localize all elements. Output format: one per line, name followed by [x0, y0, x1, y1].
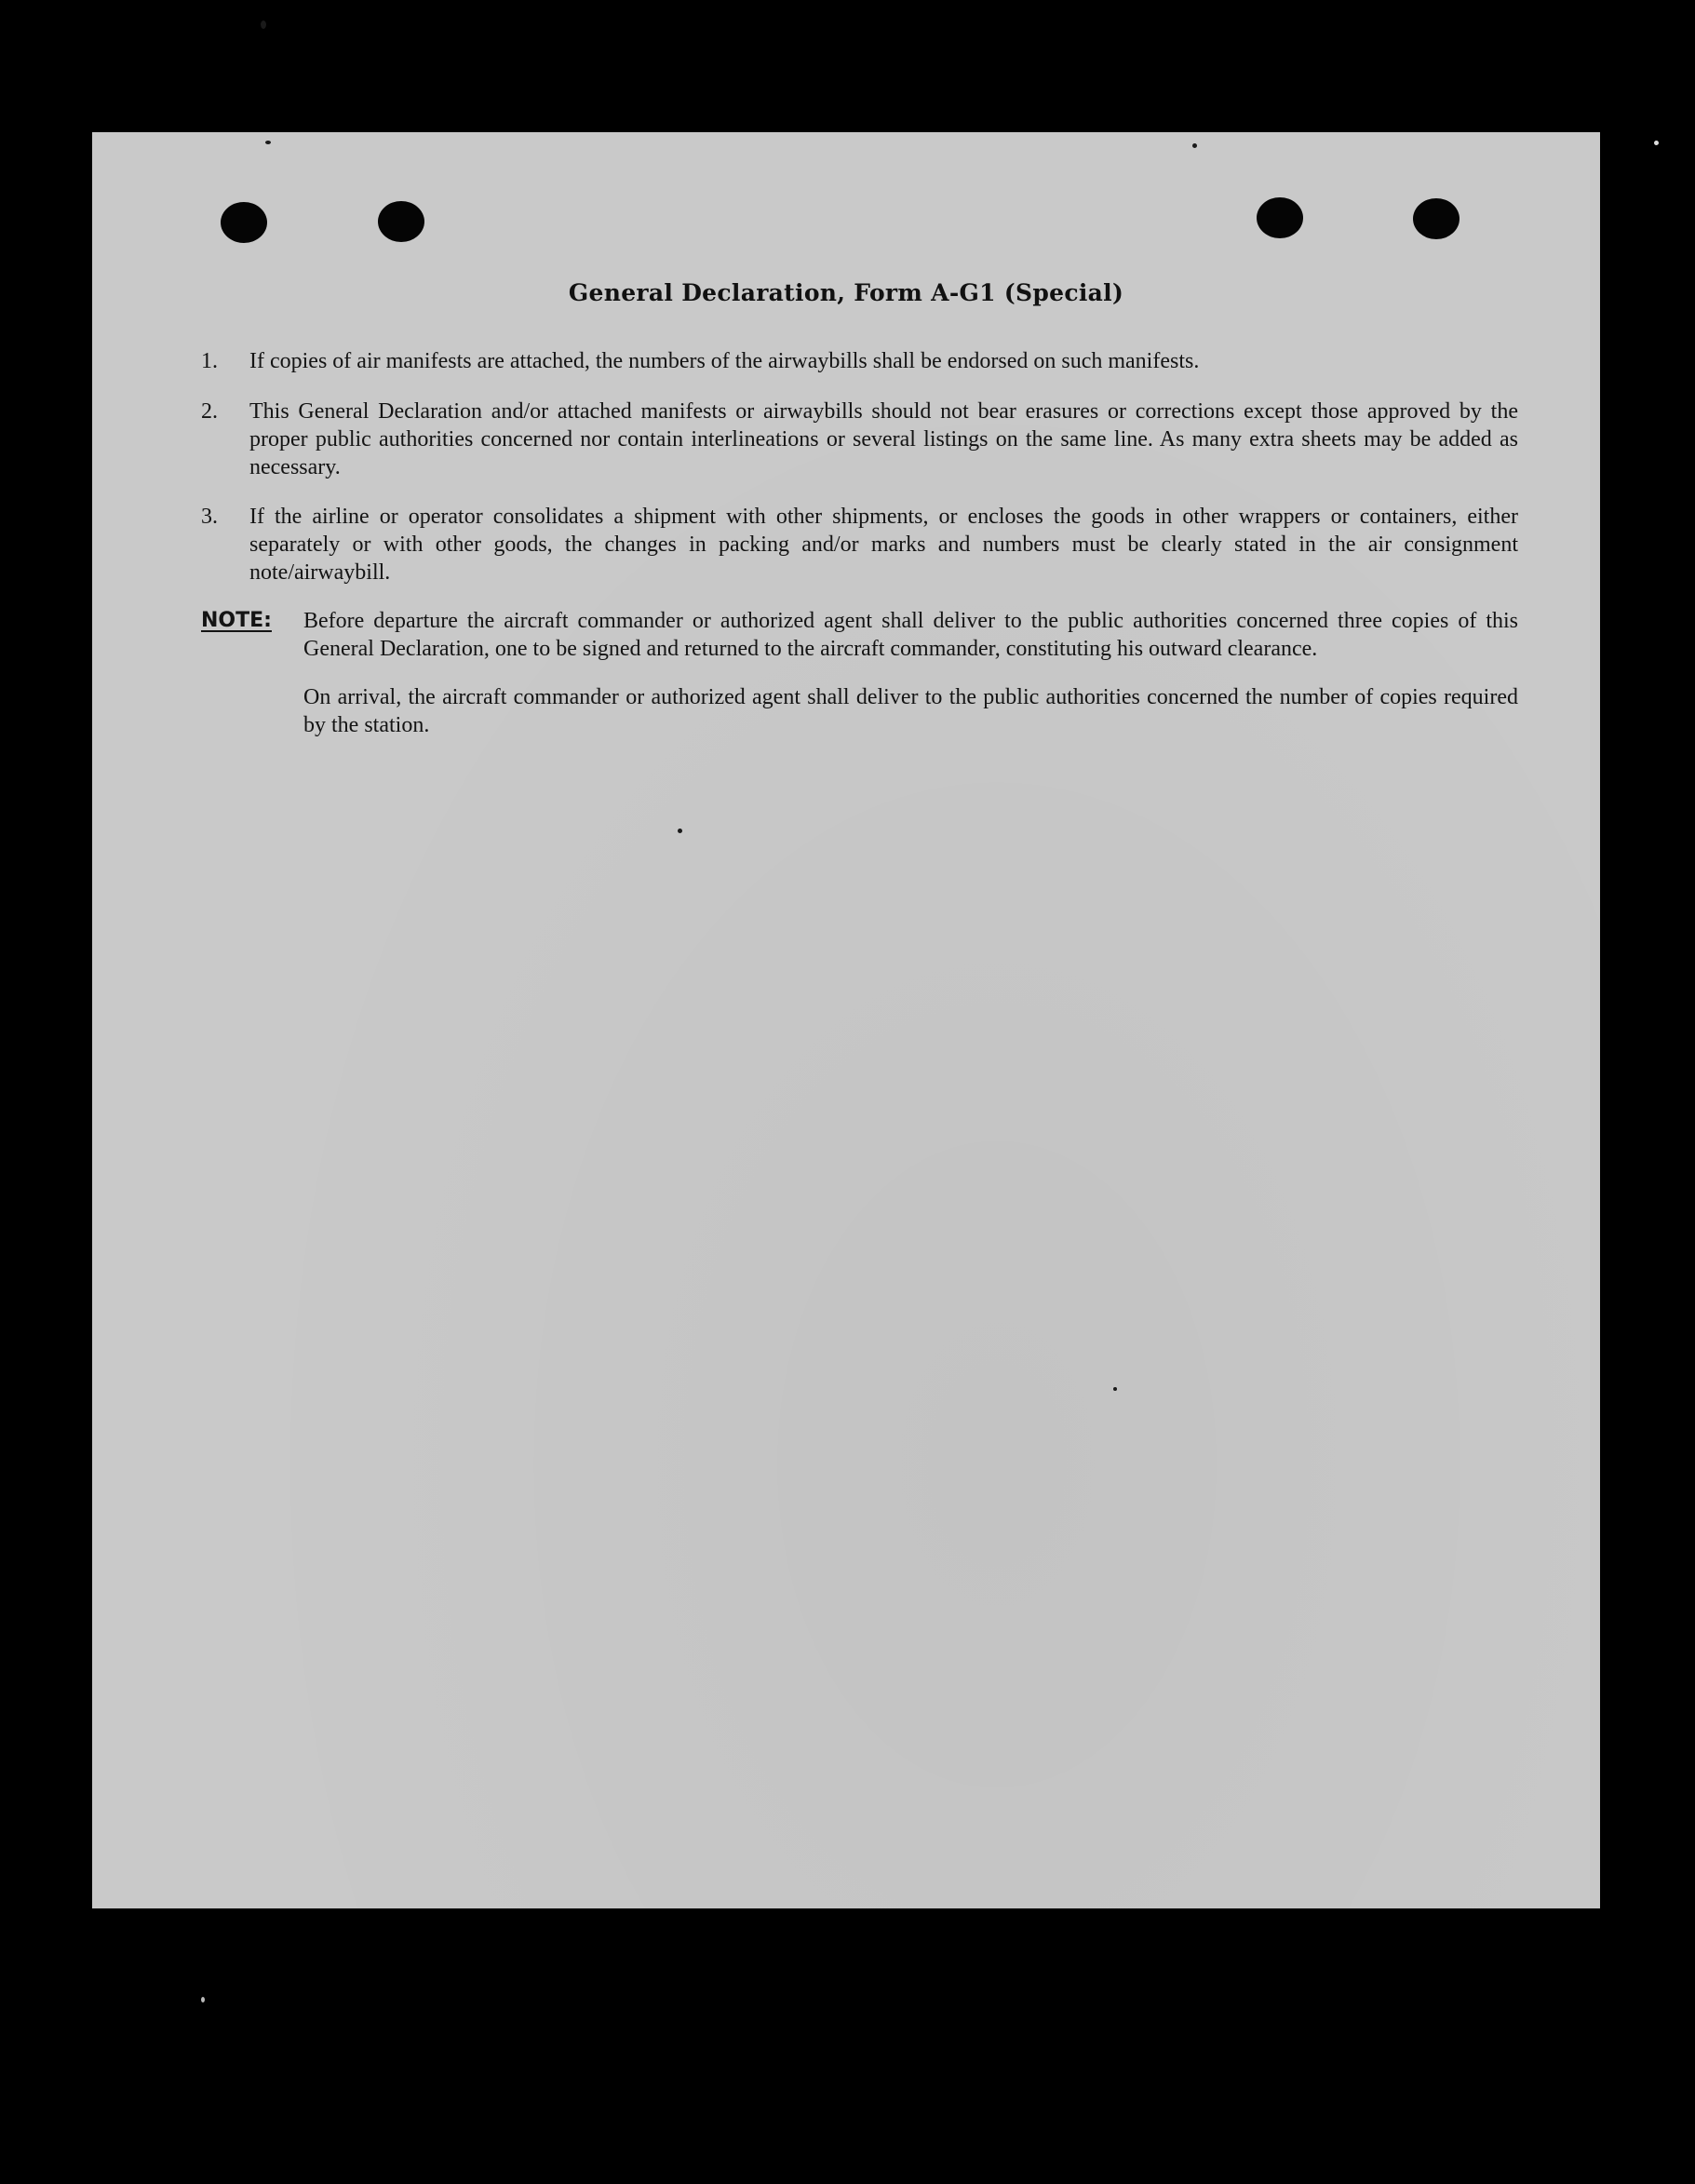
paper-speck: [678, 829, 682, 833]
item-text: If the airline or operator consolidates a shipment with other shipments, or encloses the goods in other wrappers or containers, either separately or with other goods, the changes in packing and/or marks and numbers must be clearly stated in the air consignment note/airwaybill.: [249, 505, 1518, 585]
item-number: 3.: [201, 505, 218, 529]
item-text: This General Declaration and/or attached manifests or airwaybills should not bear erasures or corrections except those approved by the proper public authorities concerned nor contain interlineations or several listings on the same line. As many extra sheets may be added as necessary.: [249, 399, 1518, 479]
document-sheet: [92, 132, 1600, 1908]
paper-speck: [1192, 143, 1197, 148]
item-text: If copies of air manifests are attached, the numbers of the airwaybills shall be endorsed on such manifests.: [249, 349, 1200, 373]
scan-speck: [201, 1997, 205, 2002]
note-label: NOTE:: [201, 609, 272, 632]
instruction-item-1: [201, 347, 1518, 375]
paper-speck: [265, 141, 271, 144]
punch-hole-2: [378, 201, 424, 242]
scan-speck: [1654, 141, 1659, 145]
note-block: [201, 607, 1518, 739]
instruction-item-2: [201, 398, 1518, 481]
punch-hole-3: [1257, 197, 1303, 238]
note-paragraph-2: On arrival, the aircraft commander or authorized agent shall deliver to the public authorities concerned the number of copies required by the station.: [303, 685, 1518, 737]
instruction-item-3: [201, 503, 1518, 586]
scan-speck: [261, 20, 266, 29]
document-title: General Declaration, Form A-G1 (Special): [568, 279, 1124, 306]
punch-hole-4: [1413, 198, 1460, 239]
item-number: 2.: [201, 399, 218, 424]
punch-hole-1: [221, 202, 267, 243]
paper-speck: [1113, 1387, 1117, 1391]
item-number: 1.: [201, 349, 218, 373]
note-paragraph-1: Before departure the aircraft commander or authorized agent shall deliver to the public authorities concerned three copies of this General Declaration, one to be signed and returned to the aircraft commander, constituting his outward clearance.: [303, 609, 1518, 661]
